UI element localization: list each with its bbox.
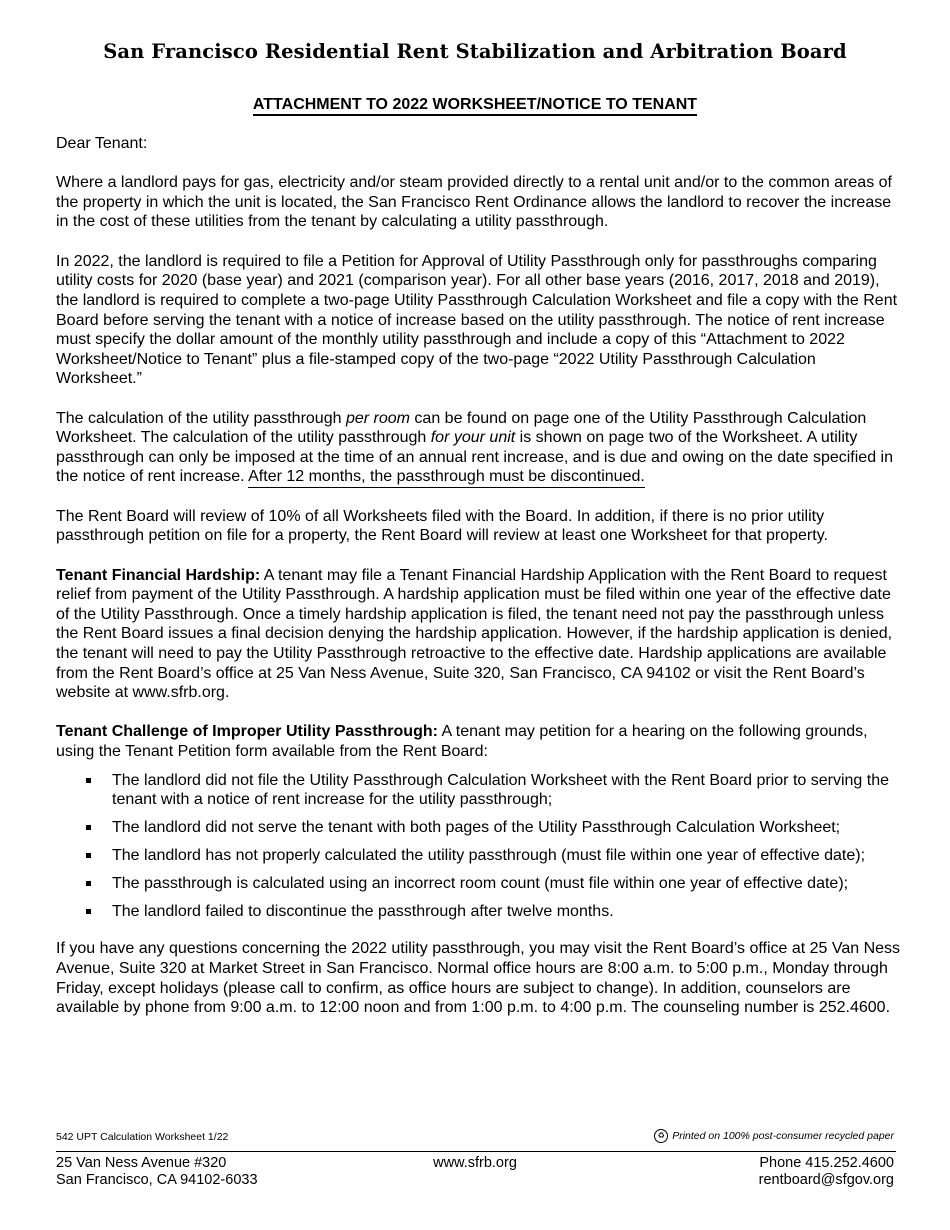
footer-email: rentboard@sfgov.org bbox=[758, 1172, 894, 1188]
greeting: Dear Tenant: bbox=[56, 135, 148, 152]
calc-text-a: The calculation of the utility passthrough bbox=[56, 409, 346, 427]
paragraph-closing: If you have any questions concerning the 2022 utility passthrough, you may visit the Rent Board’s office at 25 Van Ness Avenue, Suite 320 at Market Street in San Francisco. Normal office hours are 8:00 a.m. to 5:00 p.m., Monday through Friday, except holidays (please call to confirm, as office hours are subject to change). In addition, counselors are available by phone from 9:00 a.m. to 12:00 noon and from 1:00 p.m. to 4:00 p.m. The counseling number is 252.4600. bbox=[56, 940, 901, 1017]
recycled-note-text: Printed on 100% post-consumer recycled paper bbox=[672, 1130, 894, 1142]
challenge-heading: Tenant Challenge of Improper Utility Passthrough: bbox=[56, 723, 438, 741]
attachment-title bbox=[0, 96, 950, 114]
discontinue-notice: After 12 months, the passthrough must be discontinued. bbox=[248, 468, 645, 488]
calc-text-b: can be found on page one of the Utility Passthrough Calculation Worksheet. The calculation of the utility passthrough bbox=[56, 409, 867, 447]
board-title: San Francisco Residential Rent Stabilization and Arbitration Board bbox=[103, 40, 847, 63]
recycled-paper-note bbox=[654, 1129, 894, 1143]
calc-emphasis-per-room: per room bbox=[345, 409, 410, 427]
list-item bbox=[56, 874, 902, 894]
bullet-square-icon bbox=[86, 853, 91, 858]
paragraph-petition-requirements: In 2022, the landlord is required to file a Petition for Approval of Utility Passthrough only for passthroughs comparing utility costs for 2020 (base year) and 2021 (comparison year). For all other base years (2016, 2017, 2018 and 2019), the landlord is required to complete a two-page Utility Passthrough Calculation Worksheet and file a copy with the Rent Board before serving the tenant with a notice of increase based on the utility passthrough. The notice of rent increase must specify the dollar amount of the monthly utility passthrough and include a copy of this “Attachment to 2022 Worksheet/Notice to Tenant” plus a file-stamped copy of the two-page “2022 Utility Passthrough Calculation Worksheet.” bbox=[56, 252, 898, 388]
letter-body bbox=[56, 134, 902, 1037]
calc-text-c: is shown on page two of the Worksheet. A utility passthrough can only be imposed at the time of an annual rent increase, and is due and owing on the date specified in the notice of rent increase. bbox=[56, 429, 893, 486]
list-item-text: The landlord did not serve the tenant with both pages of the Utility Passthrough Calculation Worksheet; bbox=[112, 819, 841, 837]
bullet-square-icon bbox=[86, 881, 91, 886]
footer-phone: Phone 415.252.4600 bbox=[759, 1155, 894, 1171]
paragraph-review: The Rent Board will review of 10% of all Worksheets filed with the Board. In addition, if there is no prior utility passthrough petition on file for a property, the Rent Board will review at least one Worksheet for that property. bbox=[56, 507, 828, 545]
footer-website: www.sfrb.org bbox=[433, 1155, 517, 1171]
list-item-text: The landlord failed to discontinue the passthrough after twelve months. bbox=[112, 902, 614, 920]
bullet-square-icon bbox=[86, 778, 91, 783]
list-item-text: The passthrough is calculated using an incorrect room count (must file within one year of effective date); bbox=[112, 874, 849, 892]
hardship-heading: Tenant Financial Hardship: bbox=[56, 566, 261, 584]
footer-contact bbox=[759, 1155, 894, 1189]
list-item-text: The landlord has not properly calculated the utility passthrough (must file within one year of effective date); bbox=[112, 846, 866, 864]
paragraph-hardship bbox=[56, 566, 902, 703]
paragraph-utility-intro: Where a landlord pays for gas, electricity and/or steam provided directly to a rental unit and/or to the common areas of the property in which the unit is located, the San Francisco Rent Ordinance allows the landlord to recover the increase in the cost of these utilities from the tenant by calculating a utility passthrough. bbox=[56, 174, 892, 231]
footer-divider bbox=[56, 1151, 896, 1152]
list-item bbox=[56, 902, 902, 922]
hardship-text: A tenant may file a Tenant Financial Hardship Application with the Rent Board to request relief from payment of the Utility Passthrough. A hardship application must be filed within one year of the effective date of the Utility Passthrough. Once a timely hardship application is filed, the tenant need not pay the passthrough unless the Rent Board issues a final decision denying the hardship application. However, if the hardship application is denied, the tenant will need to pay the Utility Passthrough retroactive to the effective date. Hardship applications are available from the Rent Board’s office at 25 Van Ness Avenue, Suite 320, San Francisco, CA 94102 or visit the Rent Board’s website at www.sfrb.org. bbox=[56, 566, 893, 702]
form-code: 542 UPT Calculation Worksheet 1/22 bbox=[56, 1131, 229, 1143]
bullet-square-icon bbox=[86, 825, 91, 830]
bullet-square-icon bbox=[86, 909, 91, 914]
challenge-text: A tenant may petition for a hearing on the following grounds, using the Tenant Petition form available from the Rent Board: bbox=[56, 723, 868, 760]
address-line-2: San Francisco, CA 94102-6033 bbox=[56, 1172, 258, 1188]
paragraph-calculation bbox=[56, 409, 902, 487]
address-line-1: 25 Van Ness Avenue #320 bbox=[56, 1155, 227, 1171]
challenge-grounds-list bbox=[56, 771, 902, 922]
list-item bbox=[56, 846, 902, 866]
calc-emphasis-for-your-unit: for your unit bbox=[430, 429, 516, 447]
paragraph-challenge bbox=[56, 722, 902, 761]
list-item bbox=[56, 771, 902, 810]
list-item bbox=[56, 818, 902, 838]
list-item-text: The landlord did not file the Utility Passthrough Calculation Worksheet with the Rent Board prior to serving the tenant with a notice of rent increase for the utility passthrough; bbox=[112, 771, 889, 809]
recycle-icon: ♻ bbox=[654, 1129, 668, 1143]
attachment-title-text: ATTACHMENT TO 2022 WORKSHEET/NOTICE TO TENANT bbox=[253, 96, 697, 116]
